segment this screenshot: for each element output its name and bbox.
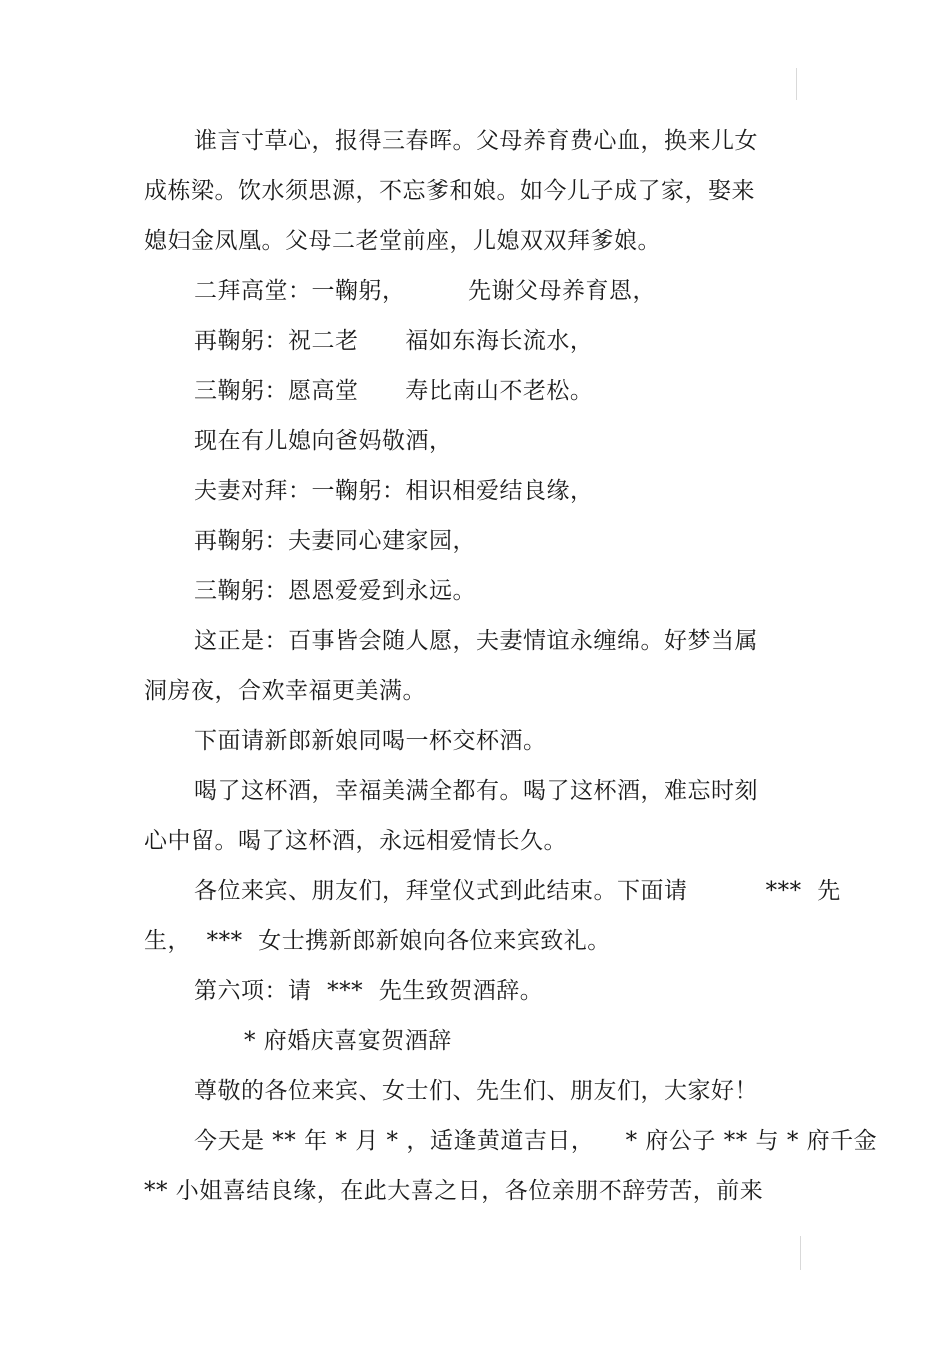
text-line: 今天是 ** 年 * 月 * ，适逢黄道吉日， * 府公子 ** 与 * 府千金 — [194, 1128, 878, 1154]
text-line: 第六项：请 *** 先生致贺酒辞。 — [194, 978, 544, 1004]
text-line: 喝了这杯酒，幸福美满全都有。喝了这杯酒，难忘时刻 — [194, 778, 758, 804]
text-line: 再鞠躬：祝二老 福如东海长流水， — [194, 328, 594, 354]
page-edge-mark-top — [796, 68, 797, 100]
text-line: 三鞠躬：恩恩爱爱到永远。 — [194, 578, 476, 604]
text-line: 心中留。喝了这杯酒，永远相爱情长久。 — [144, 828, 567, 854]
text-line: 现在有儿媳向爸妈敬酒， — [194, 428, 453, 454]
text-line: 谁言寸草心，报得三春晖。父母养育费心血，换来儿女 — [194, 128, 758, 154]
text-line: 尊敬的各位来宾、女士们、先生们、朋友们，大家好！ — [194, 1078, 758, 1104]
text-line: 生， *** 女士携新郎新娘向各位来宾致礼。 — [144, 928, 611, 954]
text-line: 各位来宾、朋友们，拜堂仪式到此结束。下面请 *** 先 — [194, 878, 841, 904]
text-line: 成栋梁。饮水须思源，不忘爹和娘。如今儿子成了家，娶来 — [144, 178, 755, 204]
text-line: 二拜高堂：一鞠躬， 先谢父母养育恩， — [194, 278, 656, 304]
page-edge-mark-bottom — [800, 1236, 801, 1270]
text-line: 再鞠躬：夫妻同心建家园， — [194, 528, 476, 554]
text-line: 洞房夜，合欢幸福更美满。 — [144, 678, 426, 704]
text-line: ** 小姐喜结良缘，在此大喜之日，各位亲朋不辞劳苦，前来 — [144, 1178, 764, 1204]
text-line: 这正是：百事皆会随人愿，夫妻情谊永缠绵。好梦当属 — [194, 628, 758, 654]
text-line: 媳妇金凤凰。父母二老堂前座，儿媳双双拜爹娘。 — [144, 228, 661, 254]
text-line: 三鞠躬：愿高堂 寿比南山不老松。 — [194, 378, 594, 404]
text-line: 夫妻对拜：一鞠躬：相识相爱结良缘， — [194, 478, 594, 504]
document-body — [0, 126, 950, 1226]
section-heading: * 府婚庆喜宴贺酒辞 — [244, 1028, 452, 1054]
text-line: 下面请新郎新娘同喝一杯交杯酒。 — [194, 728, 547, 754]
